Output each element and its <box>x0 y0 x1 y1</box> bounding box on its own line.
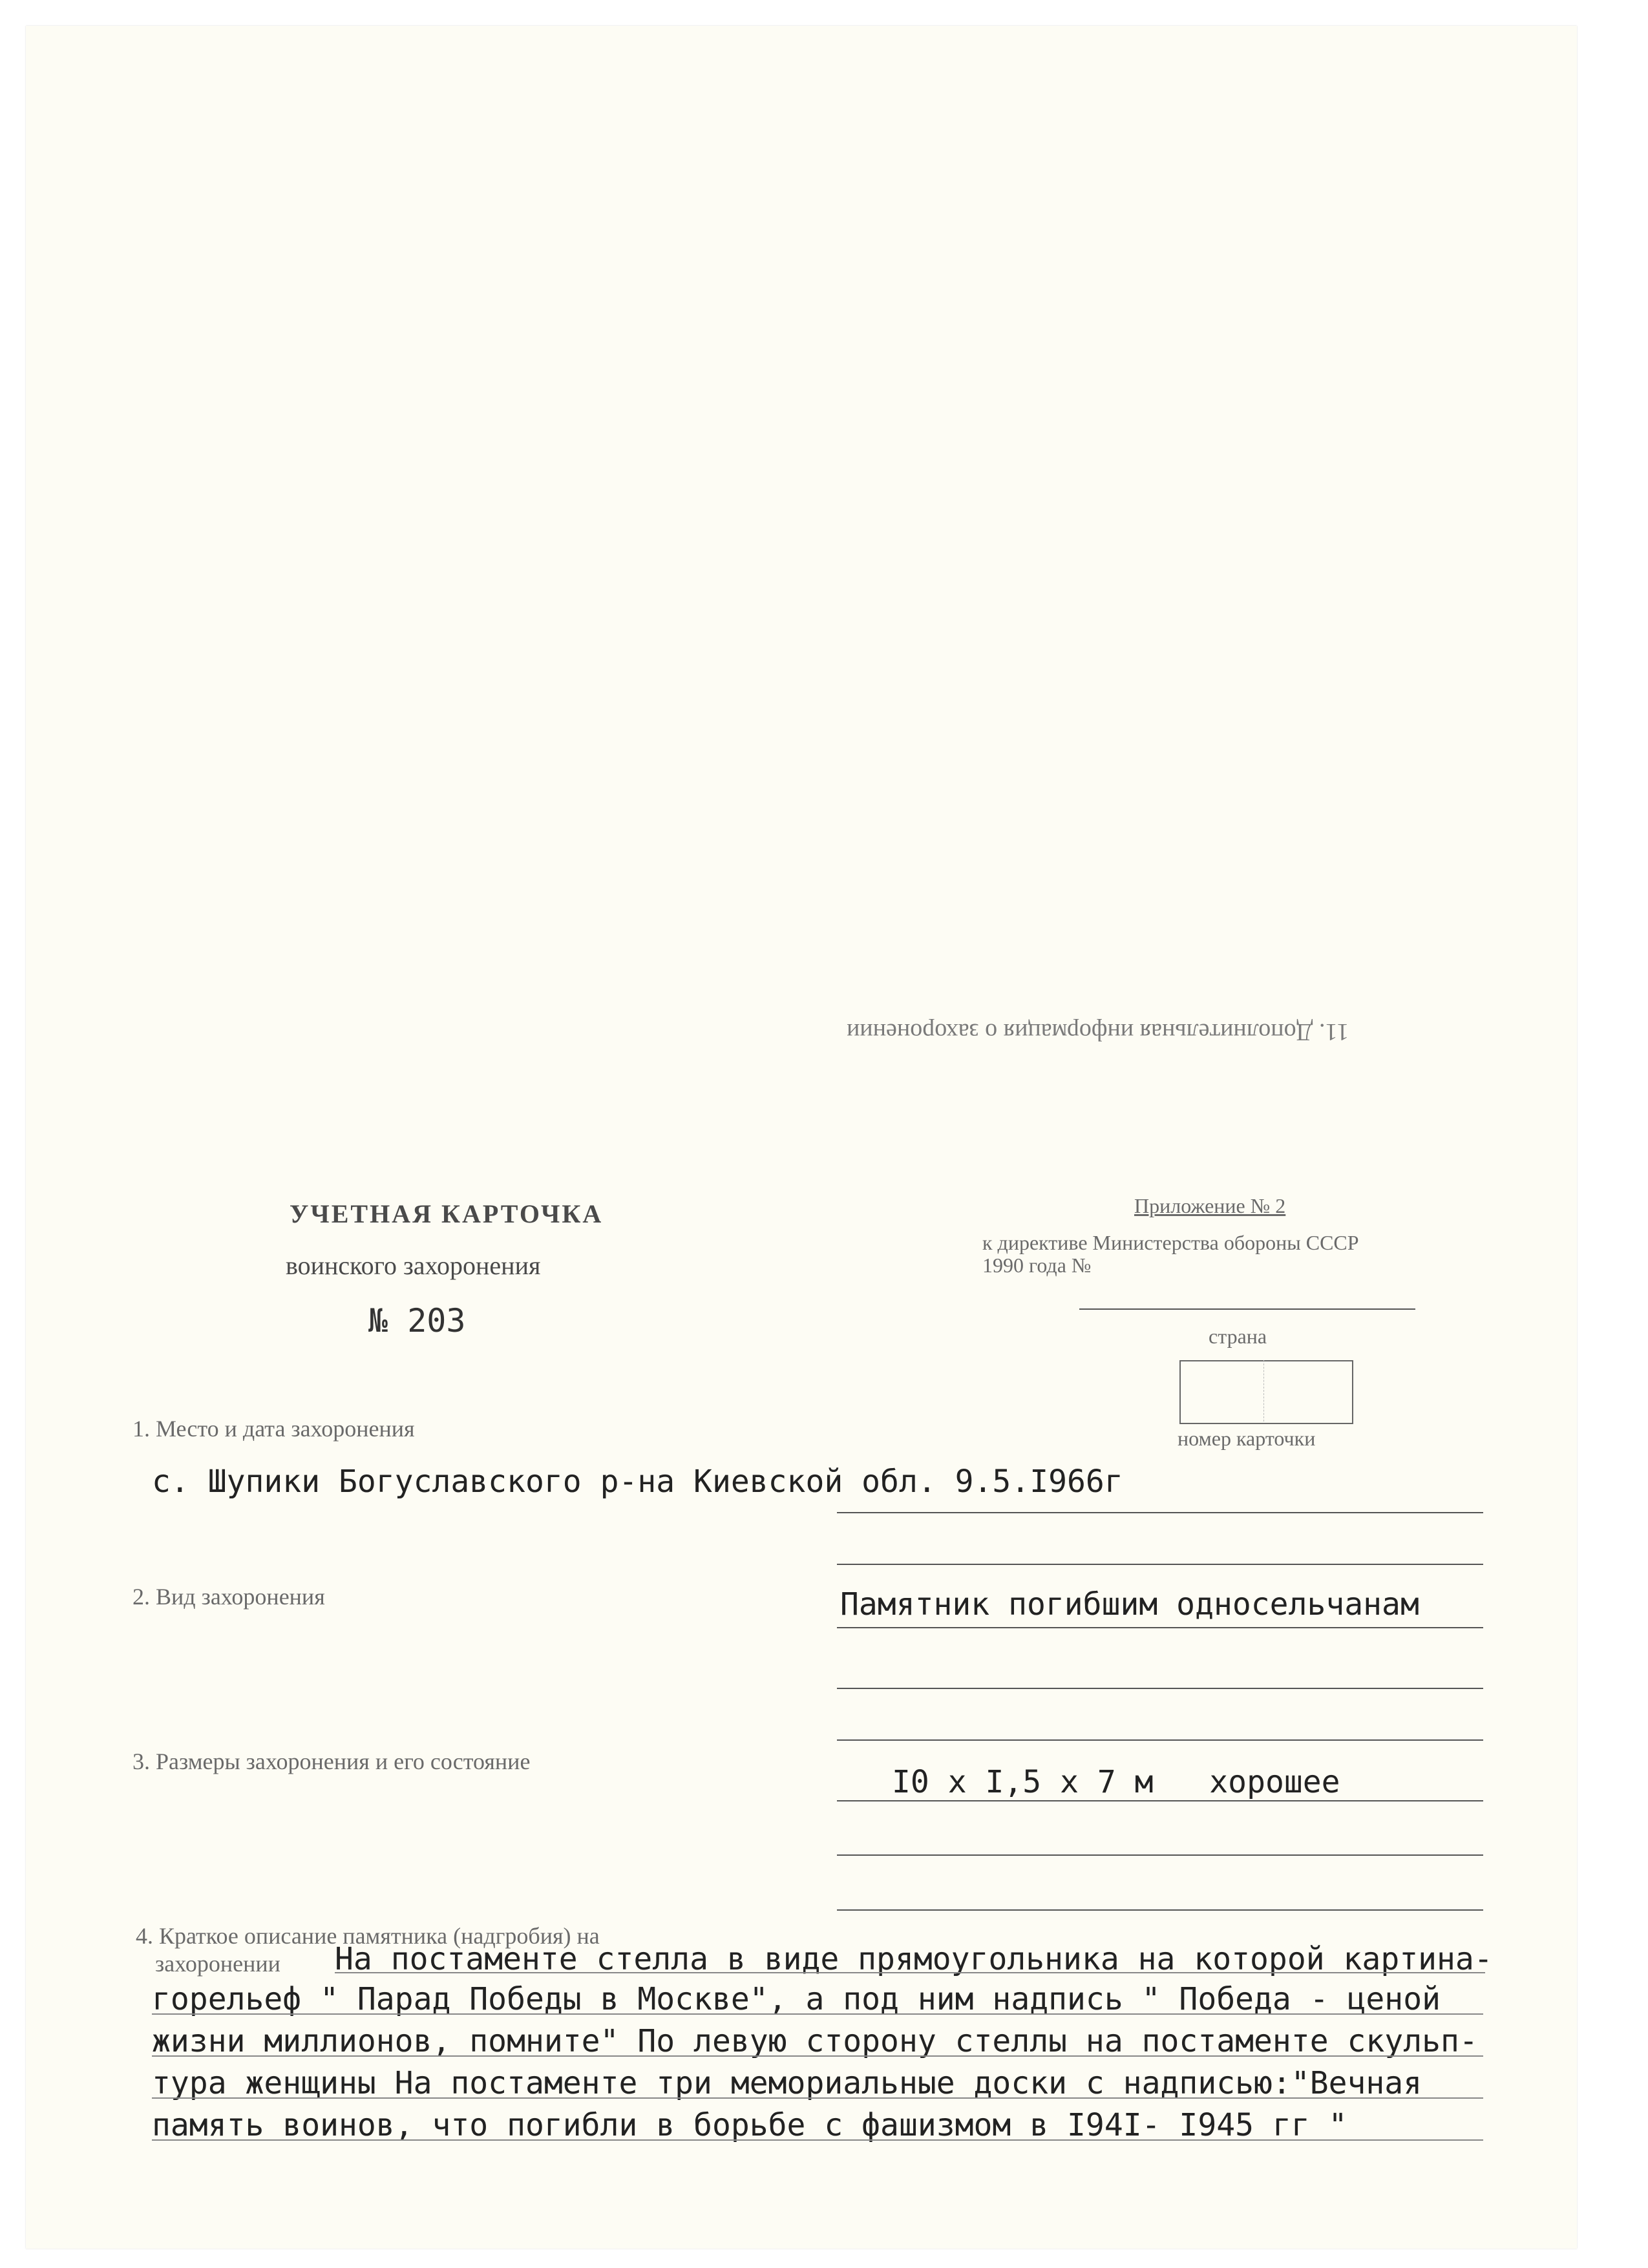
field-2-label: 2. Вид захоронения <box>132 1584 325 1610</box>
card-number-box-divider <box>1263 1360 1264 1422</box>
description-rule-2 <box>152 2013 1483 2015</box>
field-1-label: 1. Место и дата захоронения <box>132 1416 415 1442</box>
description-rule-3 <box>152 2055 1483 2057</box>
document-sheet <box>26 26 1577 2249</box>
description-line-5: память воинов, что погибли в борьбе с фашизмом в I94I- I945 гг " <box>152 2107 1347 2143</box>
field-1-line-1 <box>837 1512 1483 1513</box>
field-3-value: I0 x I,5 x 7 м хорошее <box>892 1764 1340 1800</box>
field-4-label-line-2: захоронении <box>155 1951 280 1977</box>
description-rule-4 <box>152 2097 1483 2099</box>
card-number: № 203 <box>368 1302 466 1339</box>
field-2-line-1 <box>837 1627 1483 1628</box>
directive-line-2: 1990 года № <box>982 1254 1092 1277</box>
field-4-label-line-1: 4. Краткое описание памятника (надгробия) на <box>136 1923 600 1949</box>
description-rule-5 <box>152 2139 1483 2141</box>
card-subtitle: воинского захоронения <box>286 1251 541 1280</box>
field-3-line-1 <box>837 1800 1483 1801</box>
field-1-line-2 <box>837 1564 1483 1565</box>
card-title: УЧЕТНАЯ КАРТОЧКА <box>290 1199 604 1228</box>
description-line-3: жизни миллионов, помните" По левую сторону стеллы на постаменте скульп- <box>152 2023 1478 2059</box>
field-2-line-3 <box>837 1739 1483 1741</box>
field-1-value: с. Шупики Богуславского р-на Киевской обл. 9.5.I966г <box>152 1464 1123 1500</box>
appendix-label: Приложение № 2 <box>1134 1194 1286 1217</box>
description-line-4: тура женщины На постаменте три мемориальные доски с надписью:"Вечная <box>152 2065 1422 2101</box>
field-2-value: Памятник погибшим односельчанам <box>840 1586 1419 1622</box>
card-number-label: номер карточки <box>1178 1427 1316 1450</box>
field-3-label: 3. Размеры захоронения и его состояние <box>132 1748 531 1774</box>
country-line <box>1079 1308 1415 1310</box>
field-3-line-2 <box>837 1854 1483 1856</box>
description-line-1: На постаменте стелла в виде прямоугольника на которой картина- <box>335 1941 1493 1977</box>
back-side-heading: 11. Дополнительная информация о захоронении <box>847 1018 1349 1045</box>
country-label: страна <box>1209 1325 1267 1348</box>
description-rule-1 <box>335 1972 1485 1973</box>
field-2-line-2 <box>837 1688 1483 1689</box>
card-number-box <box>1179 1360 1353 1424</box>
directive-line-1: к директиве Министерства обороны СССР <box>982 1231 1359 1254</box>
description-line-2: горельеф " Парад Победы в Москве", а под ним надпись " Победа - ценой <box>152 1981 1441 2017</box>
field-3-line-3 <box>837 1909 1483 1911</box>
